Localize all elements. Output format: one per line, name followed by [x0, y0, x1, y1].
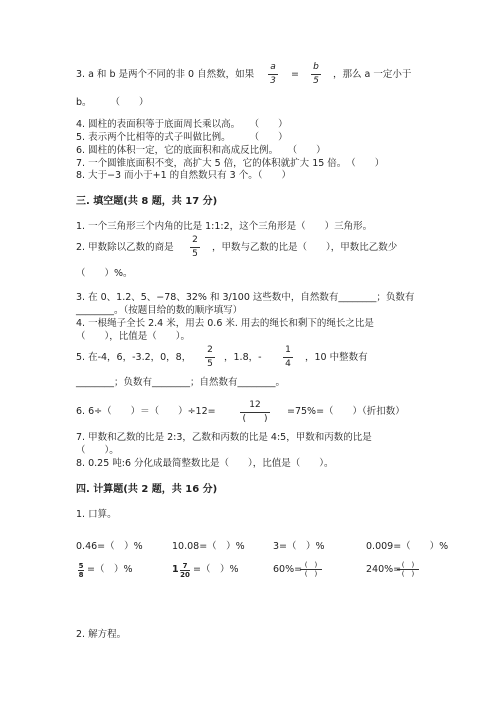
calc-r2c2-tail: =（ ）%	[193, 564, 239, 575]
frac-den: 5	[192, 249, 198, 259]
frac-bar	[268, 74, 278, 75]
frac-num: 2	[207, 345, 213, 355]
judge-q6: 6. 圆柱的体积一定，它的底面积和高成反比例。 （ ）	[76, 145, 326, 156]
fill-q5-text-b: ，1.8，-	[224, 352, 262, 363]
judge-q5: 5. 表示两个比相等的式子叫做比例。 （ ）	[76, 132, 288, 143]
fill-q8: 8. 0.25 吨:6 分化成最简整数比是（ ），比值是（ ）。	[76, 458, 334, 469]
calc-r2c3-text: 60%=	[273, 564, 303, 575]
frac-den: ( )	[401, 570, 415, 578]
fill-q7-text-b: （ ）。	[76, 445, 119, 456]
frac-den: ( )	[304, 570, 318, 578]
frac-den: ( )	[242, 414, 268, 424]
fill-q4-text-a: 4. 一根绳子全长 2.4 米，用去 0.6 米. 用去的绳长和剩下的绳长之比是	[76, 318, 374, 329]
frac-num: a	[270, 62, 276, 72]
frac-den: 5	[207, 359, 213, 369]
judge-q3-text-b: ，那么 a 一定小于	[333, 69, 412, 80]
calc-r2c1-tail: =（ ）%	[87, 564, 133, 575]
judge-q3-text-a: 3. a 和 b 是两个不同的非 0 自然数，如果	[76, 69, 255, 80]
fill-q5-text-c: ，10 中整数有	[305, 352, 368, 363]
fill-q1: 1. 一个三角形三个内角的比是 1:1:2，这个三角形是（ ）三角形。	[76, 221, 373, 232]
frac-num: 12	[249, 400, 261, 410]
frac-num: ( )	[401, 561, 415, 569]
fill-q2-text-c: （ ）%。	[76, 268, 133, 279]
fill-q3-text-b: ________。（按题目给的数的顺序填写）	[76, 305, 243, 316]
frac-bar	[311, 74, 321, 75]
frac-num: 7	[182, 562, 188, 570]
fill-q5-text-d: ________；负数有________；自然数有________。	[76, 377, 286, 388]
calc-r2c1-fraction	[78, 562, 84, 579]
frac-den: 3	[270, 76, 276, 86]
calc-r1c4: 0.009=（ ）%	[366, 541, 449, 552]
judge-q3-text-c: b。 （ ）	[76, 97, 149, 108]
frac-num: ( )	[304, 561, 318, 569]
judge-q3-fraction-a-over-3	[268, 62, 278, 87]
fill-q7-text-a: 7. 甲数和乙数的比是 2:3，乙数和丙数的比是 4:5，甲数和丙数的比是	[76, 432, 372, 443]
fill-q2-text-b: ，甲数与乙数的比是（ ），甲数比乙数少	[212, 242, 398, 253]
calc-r2c2-fraction	[180, 562, 190, 579]
judge-q8: 8. 大于−3 而小于+1 的自然数只有 3 个。（ ）	[76, 170, 291, 181]
judge-q7: 7. 一个圆锥底面积不变，高扩大 5 倍，它的体积就扩大 15 倍。 （ ）	[76, 158, 385, 169]
frac-bar	[283, 357, 293, 358]
frac-bar	[240, 412, 270, 413]
calc-r2c4-fraction	[397, 561, 419, 578]
fill-q2-fraction	[190, 235, 200, 260]
frac-den: 5	[313, 76, 319, 86]
frac-den: 8	[78, 571, 84, 579]
frac-bar	[205, 357, 215, 358]
fill-q2-text-a: 2. 甲数除以乙数的商是	[76, 242, 174, 253]
calc-r2c2-whole: 1	[172, 564, 179, 575]
fill-q5-text-a: 5. 在-4，6，-3.2，0，8，	[76, 352, 192, 363]
calc-r1c2: 10.08=（ ）%	[172, 541, 245, 552]
frac-num: b	[313, 62, 319, 72]
fill-q4-text-b: （ ），比值是（ ）。	[76, 331, 191, 342]
calc-r2c4-text: 240%=	[366, 564, 402, 575]
calc-r2c3-fraction	[300, 561, 322, 578]
fill-q3-text-a: 3. 在 0、1.2、5、−78、32% 和 3/100 这些数中，自然数有________；负数有	[76, 292, 415, 303]
judge-q3-equals: =	[291, 69, 299, 80]
judge-q4: 4. 圆柱的表面积等于底面周长乘以高。 （ ）	[76, 119, 288, 130]
calc-section-heading: 四. 计算题(共 2 题，共 16 分)	[76, 484, 218, 495]
calc-sub2: 2. 解方程。	[76, 629, 127, 640]
fill-q6-text-b: =75%=（ ）（折扣数）	[287, 406, 405, 417]
calc-r1c3: 3=（ ）%	[273, 541, 325, 552]
frac-num: 1	[285, 345, 291, 355]
fill-section-heading: 三. 填空题(共 8 题，共 17 分)	[76, 196, 218, 207]
frac-den: 20	[180, 571, 190, 579]
frac-den: 4	[285, 359, 291, 369]
calc-sub1: 1. 口算。	[76, 509, 117, 520]
calc-r1c1: 0.46=（ ）%	[76, 541, 143, 552]
frac-num: 2	[192, 235, 198, 245]
frac-bar	[190, 247, 200, 248]
judge-q3-fraction-b-over-5	[311, 62, 321, 87]
fill-q6-fraction	[240, 400, 270, 425]
fill-q5-fraction-2-5	[205, 345, 215, 370]
frac-num: 5	[78, 562, 84, 570]
fill-q6-text-a: 6. 6÷（ ）＝（ ）÷12=	[76, 406, 216, 417]
fill-q5-fraction-1-4	[283, 345, 293, 370]
